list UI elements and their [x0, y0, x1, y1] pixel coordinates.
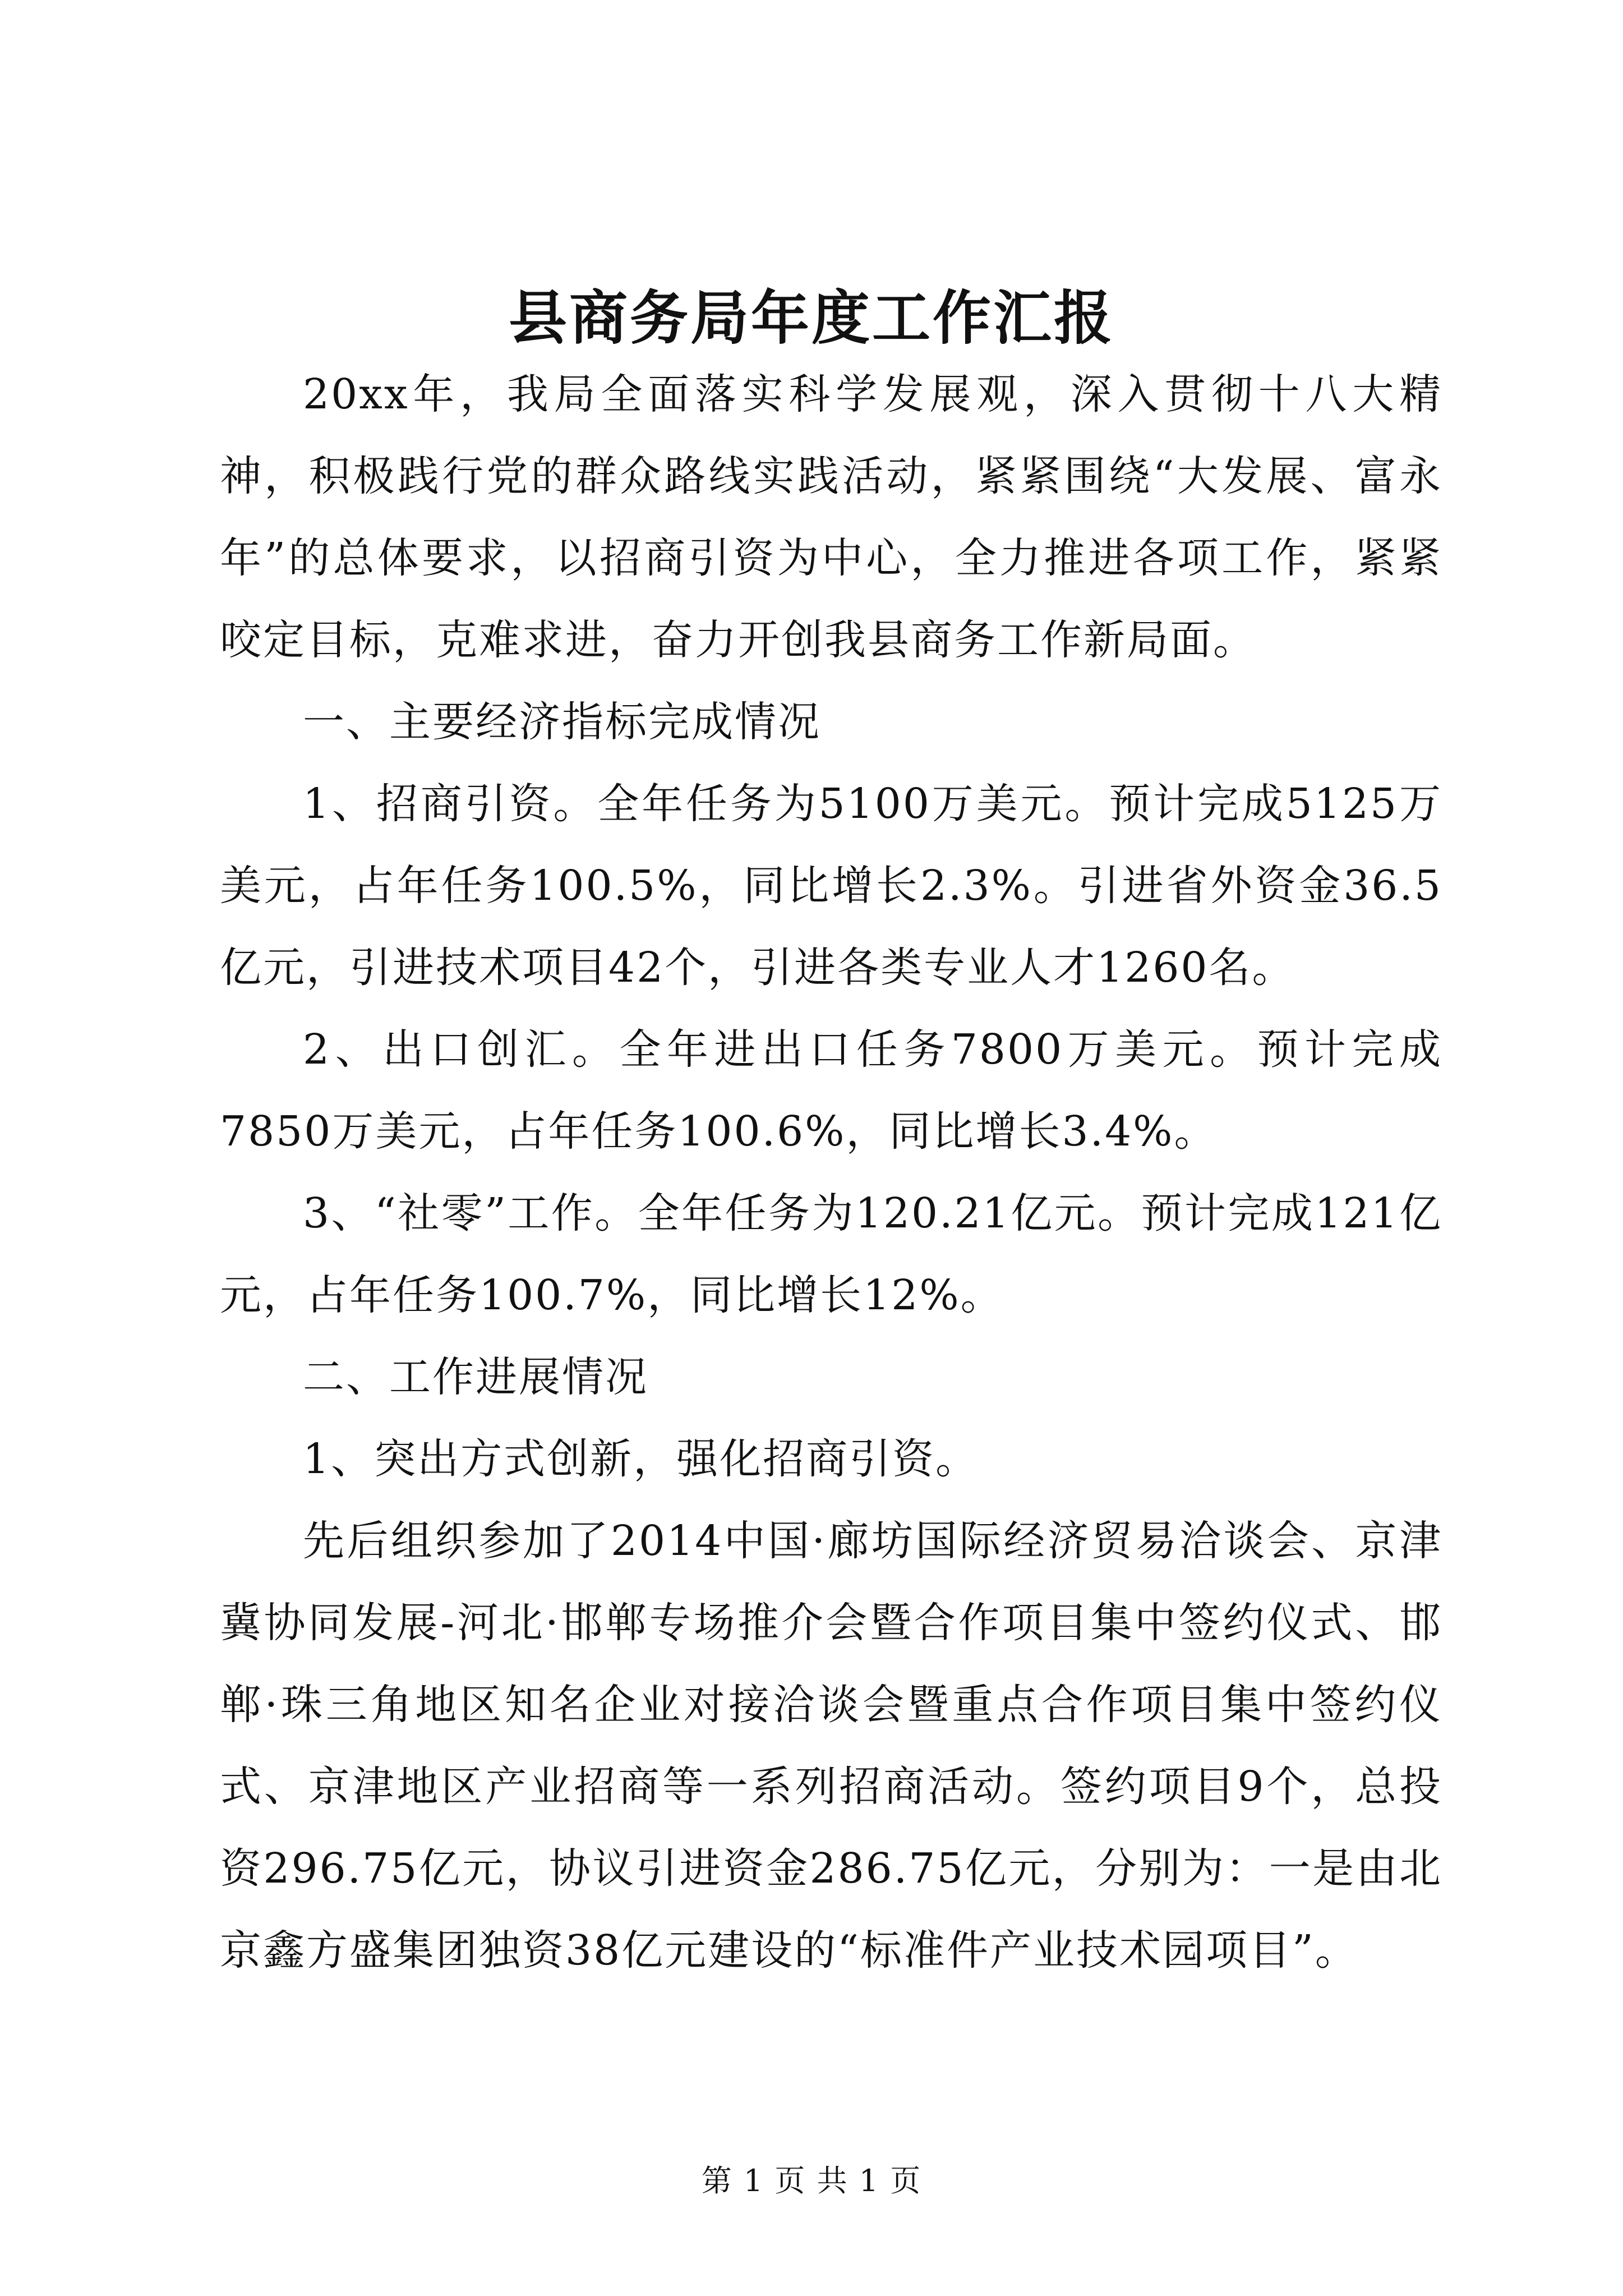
document-title: 县商务局年度工作汇报 [508, 283, 1114, 352]
paragraph-activities: 先后组织参加了2014中国·廊坊国际经济贸易洽谈会、京津冀协同发展-河北·邯郸专场推介会暨合作项目集中签约仪式、邯郸·珠三角地区知名企业对接洽谈会暨重点合作项目集中签约仪式、京津地区产业招商等一系列招商活动。签约项目9个，总投资296.75亿元，协议引进资金286.75亿元，分别为：一是由北京鑫方盛集团独资38亿元建设的“标准件产业技术园项目”。 [220, 1517, 1442, 1975]
paragraph-retail: 3、“社零”工作。全年任务为120.21亿元。预计完成121亿元，占年任务100.7%，同比增长12%。 [220, 1189, 1442, 1319]
section-heading-2: 二、工作进展情况 [303, 1353, 648, 1401]
paragraph-investment: 1、招商引资。全年任务为5100万美元。预计完成5125万美元，占年任务100.5%，同比增长2.3%。引进省外资金36.5亿元，引进技术项目42个，引进各类专业人才1260名。 [220, 780, 1442, 992]
section-heading-1: 一、主要经济指标完成情况 [303, 698, 821, 746]
document-body [220, 353, 1442, 1991]
page-footer: 第 1 页 共 1 页 [701, 2163, 922, 2198]
subheading-innovation: 1、突出方式创新，强化招商引资。 [303, 1435, 979, 1483]
paragraph-intro: 20xx年，我局全面落实科学发展观，深入贯彻十八大精神，积极践行党的群众路线实践活动，紧紧围绕“大发展、富永年”的总体要求，以招商引资为中心，全力推进各项工作，紧紧咬定目标，克难求进，奋力开创我县商务工作新局面。 [220, 370, 1442, 664]
paragraph-export: 2、出口创汇。全年进出口任务7800万美元。预计完成7850万美元，占年任务100.6%，同比增长3.4%。 [220, 1025, 1442, 1156]
